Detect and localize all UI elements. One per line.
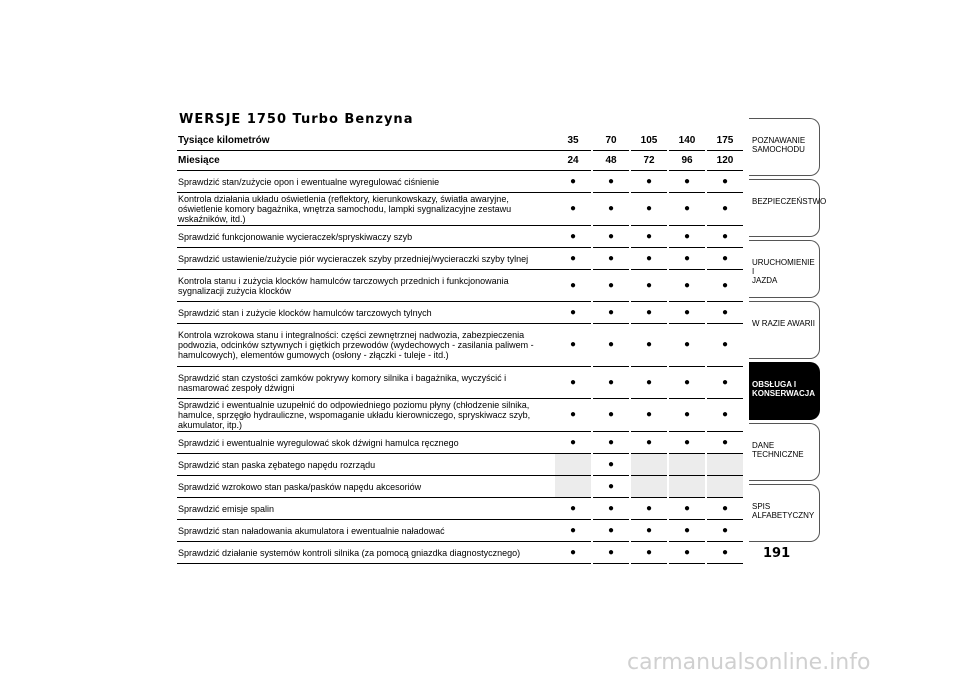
operation-text: Sprawdzić stan czystości zamków pokrywy komory silnika i bagażnika, wyczyścić i nasmarować zespoły dźwigni: [177, 367, 555, 399]
service-dot: ●: [631, 324, 667, 367]
empty-cell: [631, 454, 667, 476]
operation-text: Sprawdzić emisje spalin: [177, 498, 555, 520]
service-dot: ●: [631, 367, 667, 399]
empty-cell: [555, 476, 591, 498]
service-dot: ●: [707, 226, 743, 248]
operation-text: Sprawdzić ustawienie/zużycie piór wycieraczek szyby przedniej/wycieraczki szyby tylnej: [177, 248, 555, 270]
month-value: 120: [707, 151, 743, 171]
table-row: [177, 520, 743, 542]
service-dot: ●: [593, 454, 629, 476]
service-dot: ●: [593, 476, 629, 498]
km-value: 140: [669, 131, 705, 151]
service-dot: ●: [593, 248, 629, 270]
chapter-tab[interactable]: OBSŁUGA I KONSERWACJA: [749, 362, 820, 420]
service-dot: ●: [707, 498, 743, 520]
service-dot: ●: [555, 432, 591, 454]
month-value: 96: [669, 151, 705, 171]
service-dot: ●: [669, 367, 705, 399]
service-dot: ●: [555, 498, 591, 520]
chapter-tab[interactable]: URUCHOMIENIE I JAZDA: [749, 240, 820, 298]
service-dot: ●: [669, 520, 705, 542]
operation-text: Kontrola wzrokowa stanu i integralności: części zewnętrznej nadwozia, zabezpieczenia podwozia, odcinków sztywnych i giętkich przewodów (wydechowych - zasilania paliwem - hamulcowych), elementów gumowych (osłony - złączki - tuleje - itd.): [177, 324, 555, 367]
km-label: Tysiące kilometrów: [177, 131, 555, 151]
service-dot: ●: [631, 498, 667, 520]
months-header-row: [177, 151, 743, 171]
table-row: [177, 171, 743, 193]
page-number: 191: [763, 546, 791, 561]
service-dot: ●: [707, 542, 743, 564]
service-dot: ●: [555, 367, 591, 399]
service-dot: ●: [555, 324, 591, 367]
table-row: [177, 270, 743, 302]
operation-text: Sprawdzić funkcjonowanie wycieraczek/spryskiwaczy szyb: [177, 226, 555, 248]
operation-text: Sprawdzić działanie systemów kontroli silnika (za pomocą gniazdka diagnostycznego): [177, 542, 555, 564]
service-dot: ●: [555, 520, 591, 542]
service-dot: ●: [707, 520, 743, 542]
service-dot: ●: [669, 302, 705, 324]
empty-cell: [555, 454, 591, 476]
service-dot: ●: [593, 432, 629, 454]
km-value: 70: [593, 131, 629, 151]
service-dot: ●: [593, 367, 629, 399]
service-dot: ●: [555, 171, 591, 193]
chapter-tab[interactable]: W RAZIE AWARII: [749, 301, 820, 359]
service-dot: ●: [593, 302, 629, 324]
service-dot: ●: [669, 399, 705, 432]
service-dot: ●: [669, 324, 705, 367]
empty-cell: [631, 476, 667, 498]
service-dot: ●: [669, 270, 705, 302]
service-dot: ●: [593, 399, 629, 432]
table-row: [177, 226, 743, 248]
service-dot: ●: [593, 226, 629, 248]
table-row: [177, 193, 743, 226]
table-row: [177, 498, 743, 520]
service-dot: ●: [555, 542, 591, 564]
km-value: 175: [707, 131, 743, 151]
service-dot: ●: [669, 171, 705, 193]
service-dot: ●: [555, 248, 591, 270]
service-dot: ●: [707, 270, 743, 302]
service-dot: ●: [631, 248, 667, 270]
chapter-tab[interactable]: BEZPIECZEŃSTWO: [749, 179, 820, 237]
table-row: [177, 399, 743, 432]
table-row: [177, 302, 743, 324]
service-dot: ●: [707, 171, 743, 193]
service-dot: ●: [593, 193, 629, 226]
table-row: [177, 542, 743, 564]
service-dot: ●: [631, 542, 667, 564]
service-dot: ●: [593, 270, 629, 302]
service-dot: ●: [593, 542, 629, 564]
month-value: 24: [555, 151, 591, 171]
empty-cell: [669, 476, 705, 498]
service-dot: ●: [669, 542, 705, 564]
service-dot: ●: [669, 193, 705, 226]
table-row: [177, 454, 743, 476]
operation-text: Sprawdzić stan/zużycie opon i ewentualne wyregulować ciśnienie: [177, 171, 555, 193]
table-row: [177, 324, 743, 367]
service-dot: ●: [631, 520, 667, 542]
service-dot: ●: [669, 248, 705, 270]
service-dot: ●: [631, 193, 667, 226]
operation-text: Sprawdzić stan paska zębatego napędu rozrządu: [177, 454, 555, 476]
table-row: [177, 367, 743, 399]
month-value: 48: [593, 151, 629, 171]
service-dot: ●: [631, 399, 667, 432]
service-dot: ●: [593, 498, 629, 520]
service-dot: ●: [631, 270, 667, 302]
service-dot: ●: [555, 226, 591, 248]
service-dot: ●: [707, 248, 743, 270]
service-dot: ●: [631, 226, 667, 248]
service-dot: ●: [555, 270, 591, 302]
service-dot: ●: [593, 324, 629, 367]
chapter-tab[interactable]: SPIS ALFABETYCZNY: [749, 484, 820, 542]
service-dot: ●: [707, 324, 743, 367]
km-value: 105: [631, 131, 667, 151]
chapter-tab[interactable]: DANE TECHNICZNE: [749, 423, 820, 481]
operation-text: Sprawdzić i ewentualnie wyregulować skok dźwigni hamulca ręcznego: [177, 432, 555, 454]
maintenance-table: [177, 131, 743, 564]
table-row: [177, 476, 743, 498]
service-dot: ●: [669, 498, 705, 520]
service-dot: ●: [707, 399, 743, 432]
service-dot: ●: [707, 367, 743, 399]
section-title: WERSJE 1750 Turbo Benzyna: [179, 112, 414, 127]
service-dot: ●: [631, 171, 667, 193]
service-dot: ●: [555, 302, 591, 324]
service-dot: ●: [631, 302, 667, 324]
month-value: 72: [631, 151, 667, 171]
table-row: [177, 248, 743, 270]
service-dot: ●: [669, 432, 705, 454]
km-header-row: [177, 131, 743, 151]
operation-text: Sprawdzić wzrokowo stan paska/pasków napędu akcesoriów: [177, 476, 555, 498]
service-dot: ●: [707, 432, 743, 454]
operation-text: Sprawdzić i ewentualnie uzupełnić do odpowiedniego poziomu płyny (chłodzenie silnika, hamulce, sprzęgło hydrauliczne, wspomaganie układu kierowniczego, spryskiwacz szyb, akumulator, itp.): [177, 399, 555, 432]
service-dot: ●: [593, 520, 629, 542]
service-dot: ●: [707, 193, 743, 226]
service-dot: ●: [555, 399, 591, 432]
operation-text: Sprawdzić stan i zużycie klocków hamulców tarczowych tylnych: [177, 302, 555, 324]
operation-text: Sprawdzić stan naładowania akumulatora i ewentualnie naładować: [177, 520, 555, 542]
table-row: [177, 432, 743, 454]
operation-text: Kontrola działania układu oświetlenia (reflektory, kierunkowskazy, światła awaryjne, oświetlenie komory bagażnika, wnętrza samochodu, lampki sygnalizacyjne zestawu wskaźników, itd.): [177, 193, 555, 226]
months-label: Miesiące: [177, 151, 555, 171]
empty-cell: [707, 454, 743, 476]
chapter-tabs: [749, 118, 827, 545]
watermark: carmanualsonline.info: [627, 650, 871, 675]
service-dot: ●: [669, 226, 705, 248]
service-dot: ●: [631, 432, 667, 454]
service-dot: ●: [707, 302, 743, 324]
chapter-tab[interactable]: POZNAWANIE SAMOCHODU: [749, 118, 820, 176]
km-value: 35: [555, 131, 591, 151]
empty-cell: [707, 476, 743, 498]
service-dot: ●: [593, 171, 629, 193]
operation-text: Kontrola stanu i zużycia klocków hamulców tarczowych przednich i funkcjonowania sygnalizacji zużycia klocków: [177, 270, 555, 302]
empty-cell: [669, 454, 705, 476]
service-dot: ●: [555, 193, 591, 226]
